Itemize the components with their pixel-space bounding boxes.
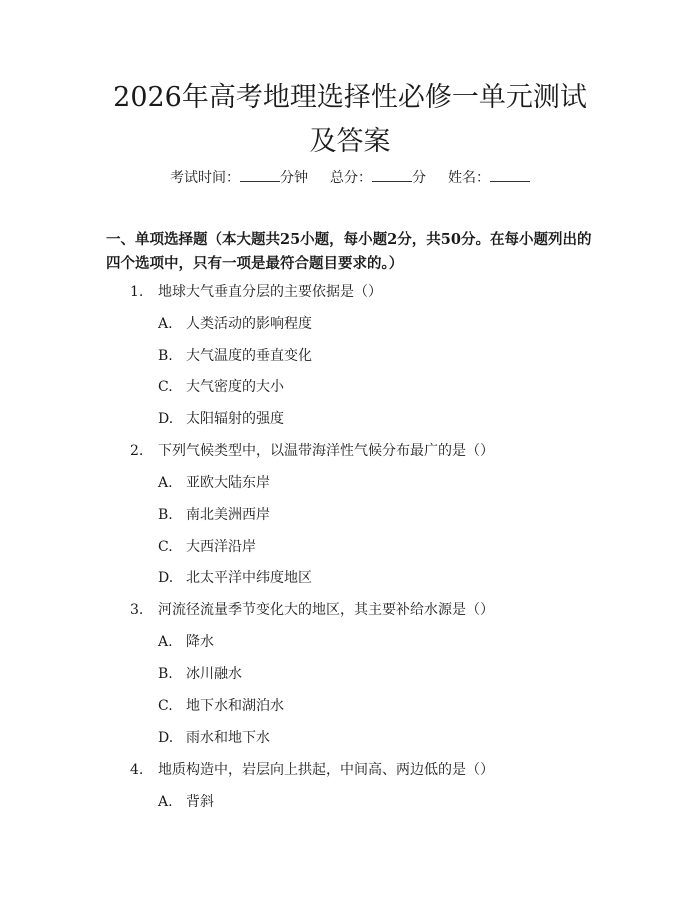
option-letter: D. [158,570,174,586]
question-2-option-b [158,505,270,525]
question-number: 4. [130,762,144,778]
exam-time-label: 考试时间： [170,170,240,186]
option-text: 大气温度的垂直变化 [186,348,312,364]
question-4-option-a [158,792,214,812]
option-letter: B. [158,666,173,682]
question-2-option-a [158,473,270,493]
question-4 [130,760,494,780]
name-blank [490,167,530,182]
question-2 [130,441,494,461]
question-1-option-a [158,314,312,334]
total-score-unit: 分 [412,170,426,186]
question-1-option-b [158,346,312,366]
option-text: 大气密度的大小 [186,379,284,395]
option-letter: C. [158,539,173,555]
question-3-option-c [158,696,284,716]
option-letter: B. [158,348,173,364]
question-3-option-a [158,632,214,652]
option-text: 降水 [186,634,214,650]
exam-time-blank [240,167,280,182]
question-3-option-b [158,664,242,684]
option-text: 大西洋沿岸 [186,539,256,555]
option-letter: A. [158,794,173,810]
option-text: 雨水和地下水 [186,730,270,746]
option-letter: A. [158,316,173,332]
question-number: 1. [130,284,144,300]
option-letter: D. [158,411,174,427]
exam-info-line [0,167,700,189]
option-text: 南北美洲西岸 [186,507,270,523]
question-2-option-d [158,568,312,588]
exam-time-unit: 分钟 [280,170,308,186]
option-text: 北太平洋中纬度地区 [186,570,312,586]
option-text: 地下水和湖泊水 [186,698,284,714]
option-letter: D. [158,730,174,746]
option-text: 背斜 [186,794,214,810]
option-letter: A. [158,634,173,650]
name-label: 姓名： [448,170,490,186]
question-3-option-d [158,728,270,748]
question-stem: 地质构造中，岩层向上拱起，中间高、两边低的是（） [158,762,494,778]
document-title: 2026年高考地理选择性必修一单元测试及答案 [113,82,587,157]
question-number: 2. [130,443,144,459]
question-3 [130,600,494,620]
question-1 [130,282,382,302]
option-letter: B. [158,507,173,523]
option-letter: C. [158,379,173,395]
option-text: 亚欧大陆东岸 [186,475,270,491]
total-score-label: 总分： [330,170,372,186]
total-score-blank [372,167,412,182]
question-stem: 下列气候类型中，以温带海洋性气候分布最广的是（） [158,443,494,459]
option-letter: C. [158,698,173,714]
question-1-option-c [158,377,284,397]
question-1-option-d [158,409,284,429]
question-stem: 地球大气垂直分层的主要依据是（） [158,284,382,300]
question-2-option-c [158,537,256,557]
option-text: 太阳辐射的强度 [186,411,284,427]
section-heading-single-choice: 一、单项选择题（本大题共25小题，每小题2分，共50分。在每小题列出的四个选项中，只有一项是最符合题目要求的。） [106,231,592,272]
question-number: 3. [130,602,144,618]
option-text: 冰川融水 [186,666,242,682]
question-stem: 河流径流量季节变化大的地区，其主要补给水源是（） [158,602,494,618]
option-text: 人类活动的影响程度 [186,316,312,332]
option-letter: A. [158,475,173,491]
